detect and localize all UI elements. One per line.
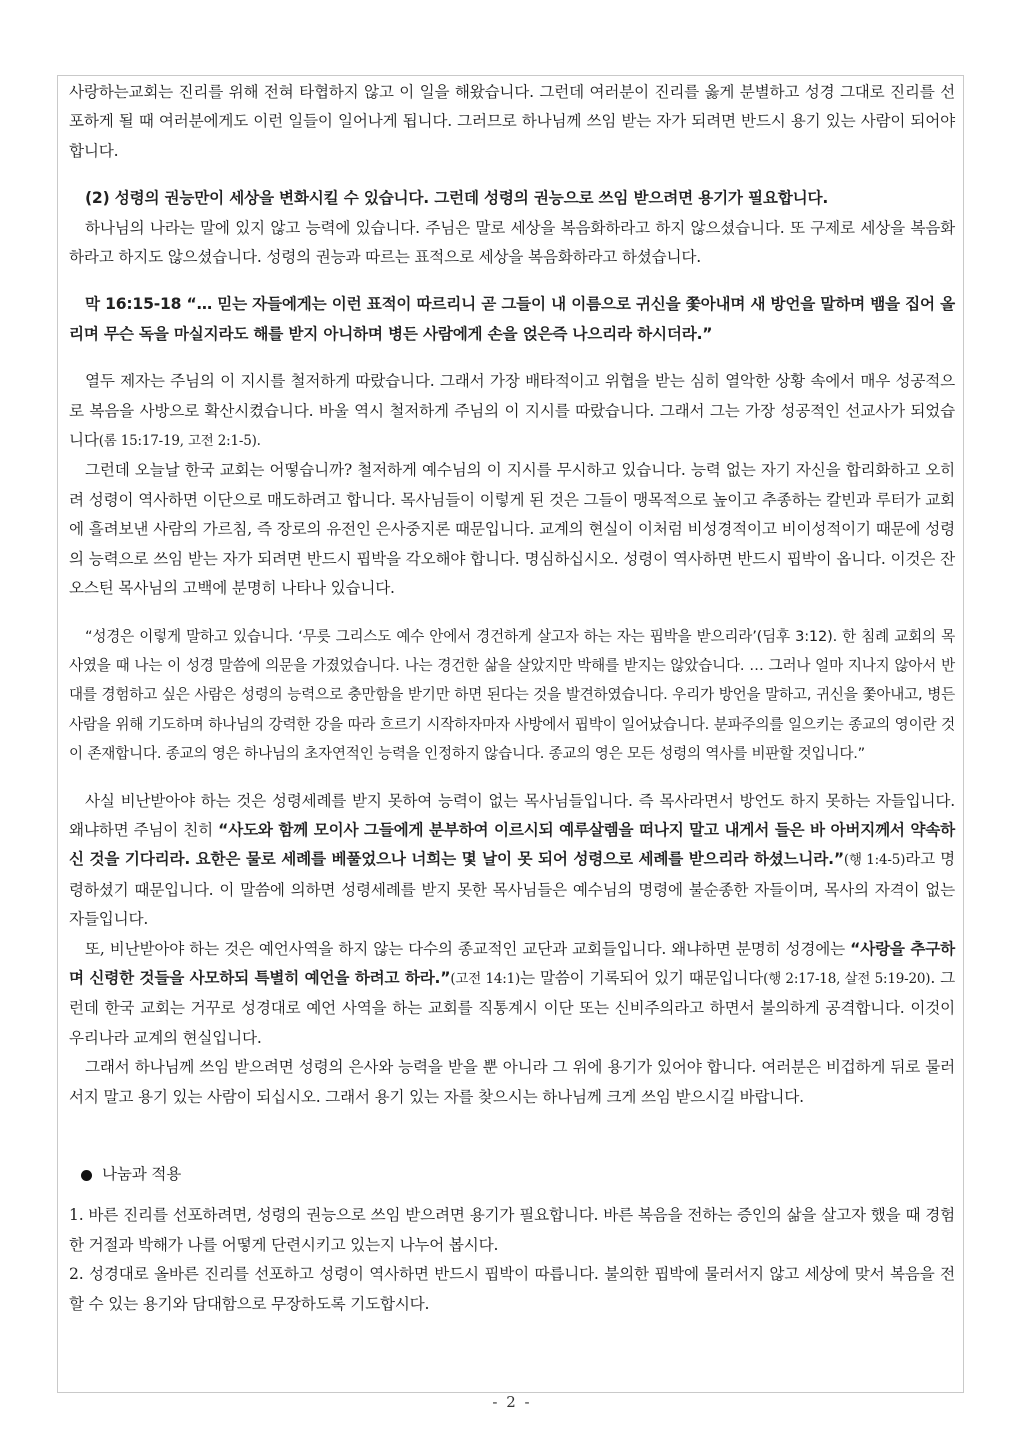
bullet-icon	[81, 1170, 92, 1181]
page-content	[69, 78, 955, 1319]
bible-reference: (행 1:4-5)	[843, 852, 906, 869]
sharing-heading	[69, 1160, 955, 1189]
paragraph-text: 라고 명령하셨기 때문입니다. 이 말씀에 의하면 성령세례를 받지 못한 목사님들은 예수님의 명령에 불순종한 자들이며, 목사의 자격이 없는 자들입니다.	[69, 850, 955, 929]
osteen-quote: “성경은 이렇게 말하고 있습니다. ‘무릇 그리스도 예수 안에서 경건하게 살고자 하는 자는 핍박을 받으리라’(딤후 3:12). 한 침례 교회의 목사였을 때 나는 이 성경 말씀에 의문을 가졌었습니다. 나는 경건한 삶을 살았지만 박해를 받지는 않았습니다. … 그러나 얼마 지나지 않아서 반대를 경험하고 싶은 사람은 성령의 능력으로 충만함을 받기만 하면 된다는 것을 발견하였습니다. 우리가 방언을 말하고, 귀신을 쫓아내고, 병든 사람을 위해 기도하며 하나님의 강력한 강을 따라 흐르기 시작하자마자 사방에서 핍박이 일어났습니다. 분파주의를 일으키는 종교의 영이란 것이 존재합니다. 종교의 영은 하나님의 초자연적인 능력을 인정하지 않습니다. 종교의 영은 모든 성령의 역사를 비판할 것입니다.”	[69, 627, 955, 763]
scripture-quote-inline: “사랑을 추구하며 신령한 것들을 사모하되 특별히 예언을 하려고 하라.”	[69, 939, 955, 987]
paragraph-text: . 그런데 한국 교회는 거꾸로 성경대로 예언 사역을 하는 교회를 직통계시 이단 또는 신비주의라고 하면서 불의하게 공격합니다. 이것이 우리나라 교계의 현실입니다.	[69, 968, 955, 1047]
paragraph-text: 열두 제자는 주님의 이 지시를 철저하게 따랐습니다. 그래서 가장 배타적이고 위협을 받는 심히 열악한 상황 속에서 매우 성공적으로 복음을 사방으로 확산시켰습니다. 바울 역시 철저하게 주님의 이 지시를 따랐습니다. 그래서 그는 가장 성공적인 선교사가 되었습니다	[69, 372, 955, 450]
paragraph-disciples	[69, 367, 955, 456]
paragraph-text: 또, 비난받아야 하는 것은 예언사역을 하지 않는 다수의 종교적인 교단과 교회들입니다. 왜냐하면 분명히 성경에는	[85, 939, 851, 958]
paragraph-courage: 그래서 하나님께 쓰임 받으려면 성령의 은사와 능력을 받을 뿐 아니라 그 위에 용기가 있어야 합니다. 여러분은 비겁하게 뒤로 물러서지 말고 용기 있는 사람이 되십시오. 그래서 용기 있는 자를 찾으시는 하나님께 크게 쓰임 받으시길 바랍니다.	[69, 1058, 955, 1106]
paragraph-prophecy	[69, 935, 955, 1054]
sharing-title: 나눔과 적용	[102, 1165, 182, 1183]
sharing-item-1: 1. 바른 진리를 선포하려면, 성령의 권능으로 쓰임 받으려면 용기가 필요합니다. 바른 복음을 전하는 증인의 삶을 살고자 했을 때 경험한 거절과 박해가 나를 어떻게 단련시키고 있는지 나누어 봅시다.	[69, 1206, 955, 1254]
section-heading: (2) 성령의 권능만이 세상을 변화시킬 수 있습니다. 그런데 성령의 권능으로 쓰임 받으려면 용기가 필요합니다.	[85, 189, 829, 208]
bible-reference: (행 2:17-18, 살전 5:19-20)	[763, 970, 931, 987]
paragraph-kingdom: 하나님의 나라는 말에 있지 않고 능력에 있습니다. 주님은 말로 세상을 복음화하라고 하지 않으셨습니다. 또 구제로 세상을 복음화하라고 하지도 않으셨습니다. 성령의 권능과 따르는 표적으로 세상을 복음화하라고 하셨습니다.	[69, 218, 955, 267]
paragraph-text: 사실 비난받아야 하는 것은 성령세례를 받지 못하여 능력이 없는 목사님들입니다. 즉 목사라면서 방언도 하지 못하는 자들입니다. 왜냐하면 주님이 친히	[69, 791, 955, 839]
scripture-quote-inline: “사도와 함께 모이사 그들에게 분부하여 이르시되 예루살렘을 떠나지 말고 내게서 들은 바 아버지께서 약속하신 것을 기다리라. 요한은 물로 세례를 베풀었으나 너희는 몇 날이 못 되어 성령으로 세례를 받으리라 하셨느니라.”	[69, 820, 955, 869]
bible-reference: (고전 14:1)	[450, 970, 521, 987]
paragraph-intro: 사랑하는교회는 진리를 위해 전혀 타협하지 않고 이 일을 해왔습니다. 그런데 여러분이 진리를 옳게 분별하고 성경 그대로 진리를 선포하게 될 때 여러분에게도 이런 일들이 일어나게 됩니다. 그러므로 하나님께 쓰임 받는 자가 되려면 반드시 용기 있는 사람이 되어야 합니다.	[69, 83, 955, 160]
sharing-item-2: 2. 성경대로 올바른 진리를 선포하고 성령이 역사하면 반드시 핍박이 따릅니다. 불의한 핍박에 물러서지 않고 세상에 맞서 복음을 전할 수 있는 용기와 담대함으로 무장하도록 기도합시다.	[69, 1265, 955, 1313]
paragraph-pastors	[69, 787, 955, 935]
paragraph-korean-church: 그런데 오늘날 한국 교회는 어떻습니까? 철저하게 예수님의 이 지시를 무시하고 있습니다. 능력 없는 자기 자신을 합리화하고 오히려 성령이 역사하면 이단으로 매도하려고 합니다. 목사님들이 이렇게 된 것은 그들이 맹목적으로 높이고 추종하는 칼빈과 루터가 교회에 흘려보낸 사람의 가르침, 즉 장로의 유전인 은사중지론 때문입니다. 교계의 현실이 이처럼 비성경적이고 비이성적이기 때문에 성령의 능력으로 쓰임 받는 자가 되려면 반드시 핍박을 각오해야 합니다. 명심하십시오. 성령이 역사하면 반드시 핍박이 옵니다. 이것은 잔 오스틴 목사님의 고백에 분명히 나타나 있습니다.	[69, 461, 955, 598]
bible-reference: (롬 15:17-19, 고전 2:1-5).	[98, 433, 261, 450]
paragraph-text: 는 말씀이 기록되어 있기 때문입니다	[520, 968, 764, 987]
scripture-quote: 막 16:15-18 “… 믿는 자들에게는 이런 표적이 따르리니 곧 그들이 내 이름으로 귀신을 쫓아내며 새 방언을 말하며 뱀을 집어 올리며 무슨 독을 마실지라도 해를 받지 아니하며 병든 사람에게 손을 얹은즉 나으리라 하시더라.”	[69, 295, 955, 343]
page-number: - 2 -	[492, 1393, 532, 1411]
